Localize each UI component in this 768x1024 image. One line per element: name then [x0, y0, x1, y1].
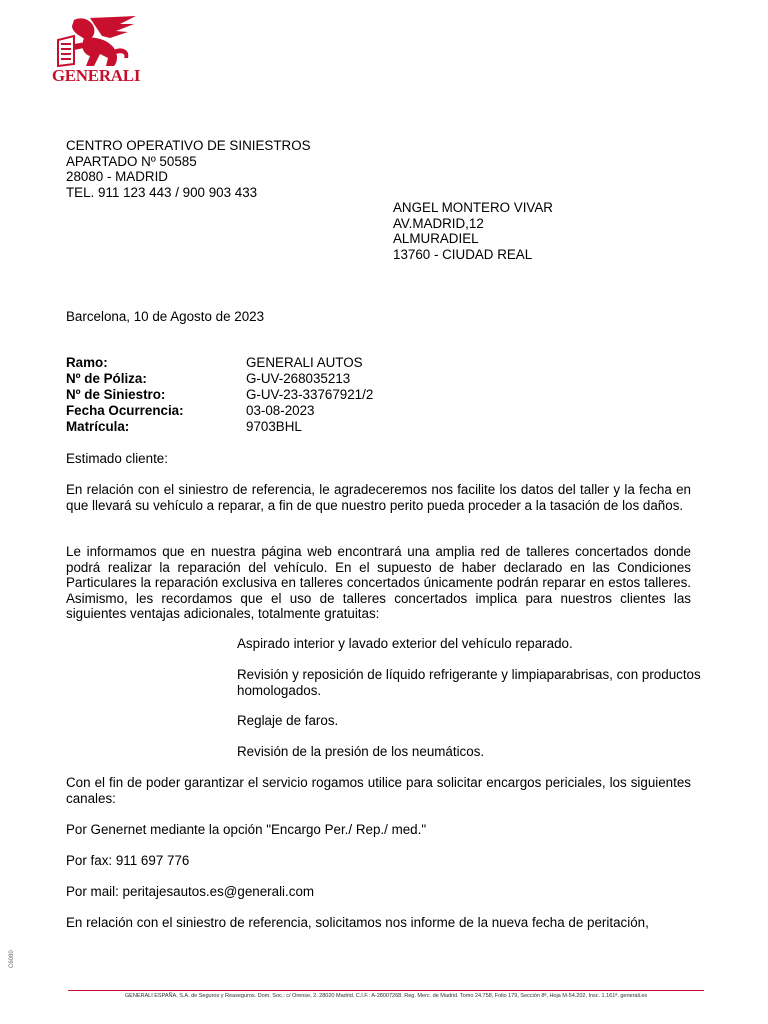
recipient-address: [393, 200, 553, 262]
logo-wordmark: GENERALI: [51, 66, 141, 85]
lion-emblem-icon: [50, 14, 142, 68]
reference-value: 9703BHL: [246, 419, 302, 434]
recipient-line: 13760 - CIUDAD REAL: [393, 246, 533, 262]
sender-line: 28080 - MADRID: [66, 169, 168, 185]
document-code: C6080: [9, 950, 15, 968]
reference-label: Nº de Siniestro:: [66, 387, 166, 402]
advantage-item: Reglaje de faros.: [237, 713, 339, 728]
sender-line: APARTADO Nº 50585: [66, 153, 197, 169]
recipient-line: ALMURADIEL: [393, 231, 479, 247]
advantage-item: Revisión y reposición de líquido refrigerante y limpiaparabrisas, con productos homologados.: [237, 667, 701, 698]
reference-value: G-UV-23-33767921/2: [246, 387, 374, 402]
footer-legal-text: GENERALI ESPAÑA, S.A. de Seguros y Reaseguros. Dom. Soc.: c/ Orense, 2. 28020 Madrid. C.I.F.: A-28007268. Reg. Merc. de Madrid. Tomo 24.758, Folio 179, Sección 8ª, Hoja M-54.202, Insc. 1.161ª. generali.es: [124, 993, 648, 999]
channel-fax: Por fax: 911 697 776: [66, 853, 190, 868]
body-paragraph: Con el fin de poder garantizar el servicio rogamos utilice para solicitar encargos periciales, los siguientes canales:: [66, 775, 691, 806]
reference-value: GENERALI AUTOS: [246, 355, 363, 370]
sender-line: TEL. 911 123 443 / 900 903 433: [66, 184, 258, 200]
reference-row: [66, 419, 466, 435]
reference-row: [66, 371, 466, 387]
reference-label: Matrícula:: [66, 419, 130, 434]
reference-value: 03-08-2023: [246, 403, 315, 418]
advantage-item: Revisión de la presión de los neumáticos.: [237, 744, 485, 759]
recipient-line: ANGEL MONTERO VIVAR: [393, 200, 553, 215]
letter-date: Barcelona, 10 de Agosto de 2023: [66, 309, 265, 324]
reference-value: G-UV-268035213: [246, 371, 351, 386]
reference-label: Fecha Ocurrencia:: [66, 403, 184, 418]
reference-label: Ramo:: [66, 355, 108, 370]
reference-row: [66, 387, 466, 403]
sender-line: CENTRO OPERATIVO DE SINIESTROS: [66, 138, 311, 153]
channel-email: Por mail: peritajesautos.es@generali.com: [66, 884, 315, 899]
channel-genernet: Por Genernet mediante la opción "Encargo Per./ Rep./ med.": [66, 822, 427, 837]
body-paragraph: En relación con el siniestro de referencia, le agradeceremos nos facilite los datos del taller y la fecha en que llevará su vehículo a reparar, a fin de que nuestro perito pueda proceder a la tasación de los daños.: [66, 482, 691, 513]
sender-address: [66, 138, 311, 200]
generali-logo: [50, 14, 142, 88]
body-paragraph: En relación con el siniestro de referencia, solicitamos nos informe de la nueva fecha de peritación,: [66, 915, 649, 930]
reference-block: [66, 355, 466, 435]
recipient-line: AV.MADRID,12: [393, 215, 484, 231]
footer-divider: [68, 990, 704, 991]
body-paragraph: Le informamos que en nuestra página web encontrará una amplia red de talleres concertados donde podrá realizar la reparación del vehículo. En el supuesto de haber declarado en las Condiciones Particulares la reparación exclusiva en talleres concertados únicamente podrán reparar en estos talleres. Asimismo, les recordamos que el uso de talleres concertados implica para nuestros clientes las siguientes ventajas adicionales, totalmente gratuitas:: [66, 544, 691, 622]
advantage-item: Aspirado interior y lavado exterior del vehículo reparado.: [237, 636, 573, 651]
reference-row: [66, 403, 466, 419]
reference-row: [66, 355, 466, 371]
greeting: Estimado cliente:: [66, 451, 168, 466]
reference-label: Nº de Póliza:: [66, 371, 147, 386]
